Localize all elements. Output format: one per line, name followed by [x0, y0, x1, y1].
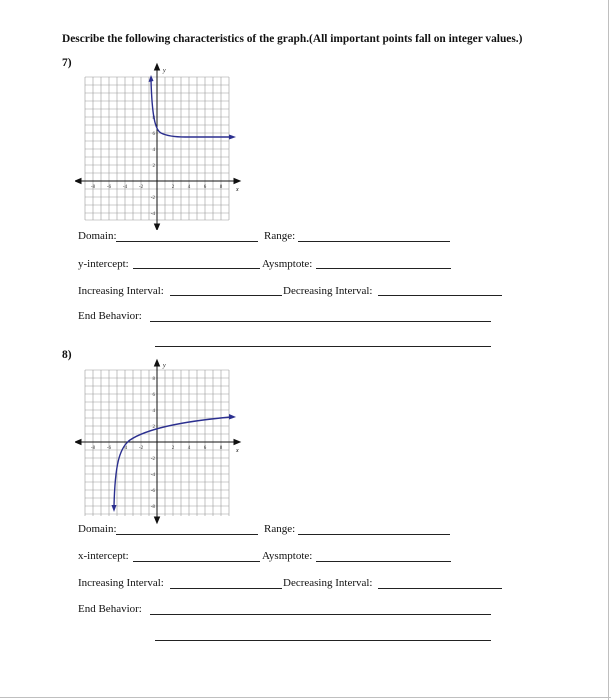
x-tick-label: -4	[122, 185, 128, 190]
problem-7-end-behavior-blank-1[interactable]	[150, 321, 491, 322]
x-tick-label: -2	[138, 446, 144, 451]
x-axis-arrow-left	[75, 440, 81, 445]
x-axis-arrow-right	[234, 179, 240, 184]
problem-7-domain-blank[interactable]	[116, 241, 258, 242]
y-tick-label: 2	[152, 425, 155, 430]
problem-8-intercept-label: x-intercept:	[78, 550, 129, 562]
problem-7-increasing-label: Increasing Interval:	[78, 285, 164, 297]
problem-7-end-behavior-blank-2[interactable]	[155, 346, 491, 347]
x-tick-label: -8	[90, 446, 96, 451]
problem-8-end-behavior-label: End Behavior:	[78, 603, 142, 615]
problem-8-end-behavior-blank-1[interactable]	[150, 614, 491, 615]
y-tick-label: 4	[152, 148, 155, 153]
problem-8-range-label: Range:	[264, 523, 296, 535]
problem-7-intercept-label: y-intercept:	[78, 258, 129, 270]
y-tick-label: 6	[152, 132, 155, 137]
y-tick-label: -2	[150, 457, 155, 462]
y-axis-label: y	[163, 68, 166, 74]
x-tick-label: 8	[219, 446, 223, 451]
y-axis-arrow-down	[155, 224, 160, 230]
problem-7-range-label: Range:	[264, 230, 296, 242]
x-tick-label: 6	[203, 446, 207, 451]
y-tick-label: 4	[152, 409, 155, 414]
problem-7-end-behavior-label: End Behavior:	[78, 310, 142, 322]
x-axis-arrow-left	[75, 179, 81, 184]
y-tick-label: -4	[150, 473, 155, 478]
x-axis-arrow-right	[234, 440, 240, 445]
x-tick-label: 2	[171, 185, 175, 190]
problem-8-end-behavior-blank-2[interactable]	[155, 640, 491, 641]
x-tick-label: -6	[106, 185, 112, 190]
problem-8-decreasing-blank[interactable]	[378, 588, 502, 589]
x-tick-label: 6	[203, 185, 207, 190]
function-curve	[114, 417, 231, 506]
instructions-heading: Describe the following characteristics of the graph.(All important points fall on integer values.)	[62, 33, 523, 45]
problem-7-asymptote-blank[interactable]	[316, 268, 451, 269]
y-tick-label: 6	[152, 393, 155, 398]
problem-8-graph	[75, 356, 250, 526]
problem-8-number: 8)	[62, 349, 72, 361]
y-axis-arrow-up	[155, 360, 160, 366]
problem-7-increasing-blank[interactable]	[170, 295, 282, 296]
y-axis-label: y	[163, 363, 166, 369]
y-tick-label: -2	[150, 196, 155, 201]
x-tick-label: -2	[138, 185, 144, 190]
problem-8-range-blank[interactable]	[298, 534, 450, 535]
y-tick-label: 8	[152, 377, 155, 382]
problem-8-domain-label: Domain:	[78, 523, 117, 535]
problem-7-decreasing-label: Decreasing Interval:	[283, 285, 373, 297]
problem-7-decreasing-blank[interactable]	[378, 295, 502, 296]
problem-8-asymptote-label: Aysmptote:	[262, 550, 313, 562]
y-axis-arrow-down	[155, 517, 160, 523]
curve-arrow-down	[112, 505, 117, 512]
page-edge-bottom	[0, 697, 611, 698]
problem-8-increasing-label: Increasing Interval:	[78, 577, 164, 589]
problem-8-domain-blank[interactable]	[116, 534, 258, 535]
y-tick-label: 8	[152, 116, 155, 121]
x-tick-label: -8	[90, 185, 96, 190]
page-edge-right	[608, 0, 609, 700]
problem-8-asymptote-blank[interactable]	[316, 561, 451, 562]
x-tick-label: 4	[187, 185, 191, 190]
problem-7-domain-label: Domain:	[78, 230, 117, 242]
problem-8-increasing-blank[interactable]	[170, 588, 282, 589]
y-tick-label: -6	[150, 489, 155, 494]
y-tick-label: -8	[150, 505, 155, 510]
problem-8-intercept-blank[interactable]	[133, 561, 260, 562]
x-tick-label: -6	[106, 446, 112, 451]
y-tick-label: 2	[152, 164, 155, 169]
problem-7-graph	[75, 60, 250, 230]
x-tick-label: 4	[187, 446, 191, 451]
x-axis-label: x	[236, 187, 239, 193]
problem-7-range-blank[interactable]	[298, 241, 450, 242]
curve-arrow-right	[229, 414, 236, 420]
x-axis-label: x	[236, 448, 239, 454]
problem-7-number: 7)	[62, 57, 72, 69]
problem-7-intercept-blank[interactable]	[133, 268, 260, 269]
function-curve	[151, 80, 231, 137]
problem-7-asymptote-label: Aysmptote:	[262, 258, 313, 270]
y-axis-arrow-up	[155, 64, 160, 70]
x-tick-label: 8	[219, 185, 223, 190]
y-tick-label: -4	[150, 212, 155, 217]
curve-arrow-right	[229, 135, 236, 140]
x-tick-label: -4	[122, 446, 128, 451]
x-tick-label: 2	[171, 446, 175, 451]
problem-8-decreasing-label: Decreasing Interval:	[283, 577, 373, 589]
